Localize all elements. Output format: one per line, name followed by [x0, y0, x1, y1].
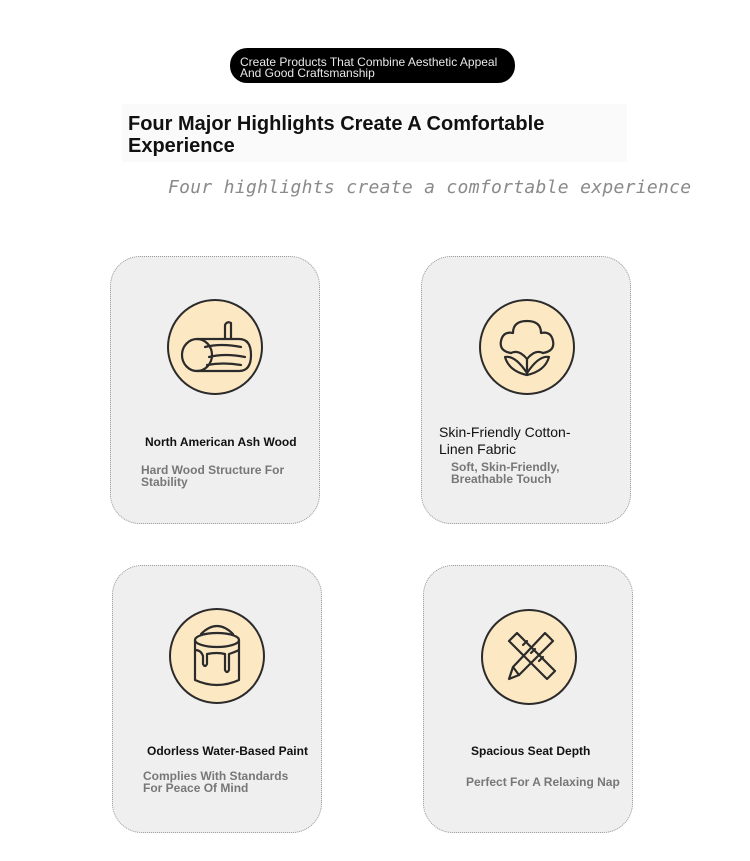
feature-card-seat-depth	[423, 565, 633, 833]
tagline-pill	[230, 48, 515, 83]
tagline-text: Create Products That Combine Aesthetic Appeal And Good Craftsmanship	[240, 55, 498, 80]
ruler-pencil-icon	[481, 609, 577, 705]
cotton-icon	[479, 299, 575, 395]
feature-description: Soft, Skin-Friendly, Breathable Touch	[451, 460, 560, 486]
page-subtitle: Four highlights create a comfortable experience	[168, 177, 692, 198]
wood-log-icon	[167, 299, 263, 395]
feature-title: Odorless Water-Based Paint	[147, 744, 308, 758]
feature-card-cotton-linen	[421, 256, 631, 524]
feature-title: North American Ash Wood	[145, 435, 297, 449]
feature-description: Hard Wood Structure For Stability	[141, 463, 285, 489]
feature-description: Complies With Standards For Peace Of Mind	[143, 769, 289, 795]
feature-card-ash-wood	[110, 256, 320, 524]
feature-title: Skin-Friendly Cotton-Linen Fabric	[439, 424, 571, 457]
page-title: Four Major Highlights Create A Comfortable Experience	[128, 113, 545, 157]
feature-card-water-paint	[112, 565, 322, 833]
paint-bucket-icon	[169, 608, 265, 704]
feature-title: Spacious Seat Depth	[471, 744, 591, 758]
feature-description: Perfect For A Relaxing Nap	[466, 775, 620, 789]
